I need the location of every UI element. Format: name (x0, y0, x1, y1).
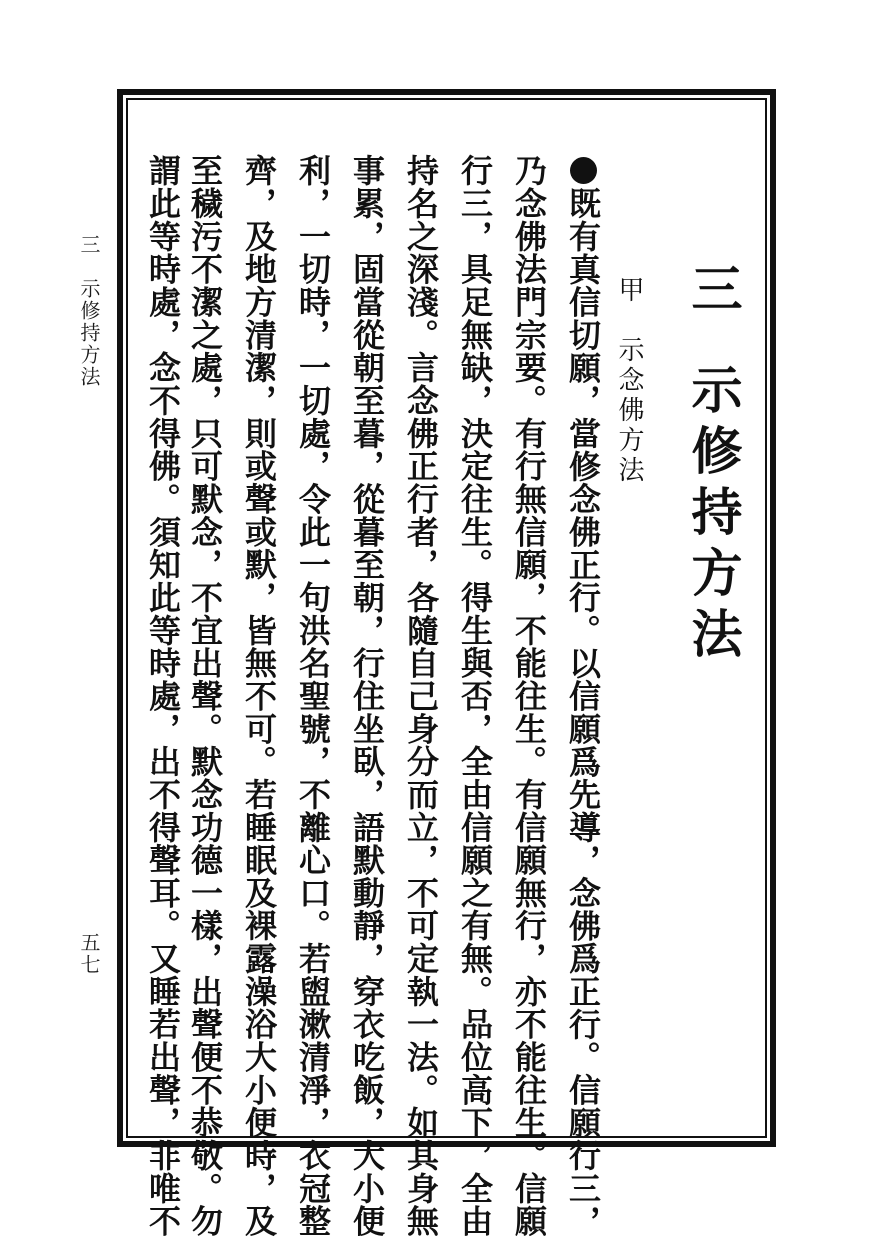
chapter-title (682, 262, 742, 668)
page-number: 五七 (77, 932, 101, 976)
section-title (609, 276, 649, 486)
text-column-4: 持名之深淺。言念佛正行者，各隨自己身分而立，不可定執一法。如其身無 (402, 154, 440, 1238)
text-column-2: 乃念佛法門宗要。有行無信願，不能往生。有信願無行，亦不能往生。信願 (510, 154, 548, 1238)
section-label: 甲 (614, 276, 644, 306)
text-column-3: 行三，具足無缺，決定往生。得生與否，全由信願之有無。品位高下，全由 (456, 154, 494, 1238)
chapter-number: 三 (682, 262, 742, 323)
text-column-8: 至穢污不潔之處，只可默念，不宜出聲。默念功德一樣，出聲便不恭敬。勿 (186, 154, 224, 1238)
chapter-title-text: 示修持方法 (682, 363, 742, 668)
text-column-5: 事累，固當從朝至暮，從暮至朝，行住坐臥，語默動靜，穿衣吃飯，大小便 (348, 154, 386, 1238)
text-column-9: 謂此等時處，念不得佛。須知此等時處，出不得聲耳。又睡若出聲，非唯不 (144, 154, 182, 1238)
bullet-icon (570, 157, 597, 184)
section-title-text: 示念佛方法 (614, 336, 644, 486)
text-column-7: 齊，及地方清潔，則或聲或默，皆無不可。若睡眠及裸露澡浴大小便時，及 (240, 154, 278, 1238)
text-column-6: 利，一切時，一切處，令此一句洪名聖號，不離心口。若盥漱清淨，衣冠整 (294, 154, 332, 1238)
text-column-1-text: 既有真信切願，當修念佛正行。以信願爲先導，念佛爲正行。信願行三， (564, 187, 602, 1238)
text-column-1 (556, 154, 610, 1238)
margin-title: 三 示修持方法 (77, 234, 101, 388)
